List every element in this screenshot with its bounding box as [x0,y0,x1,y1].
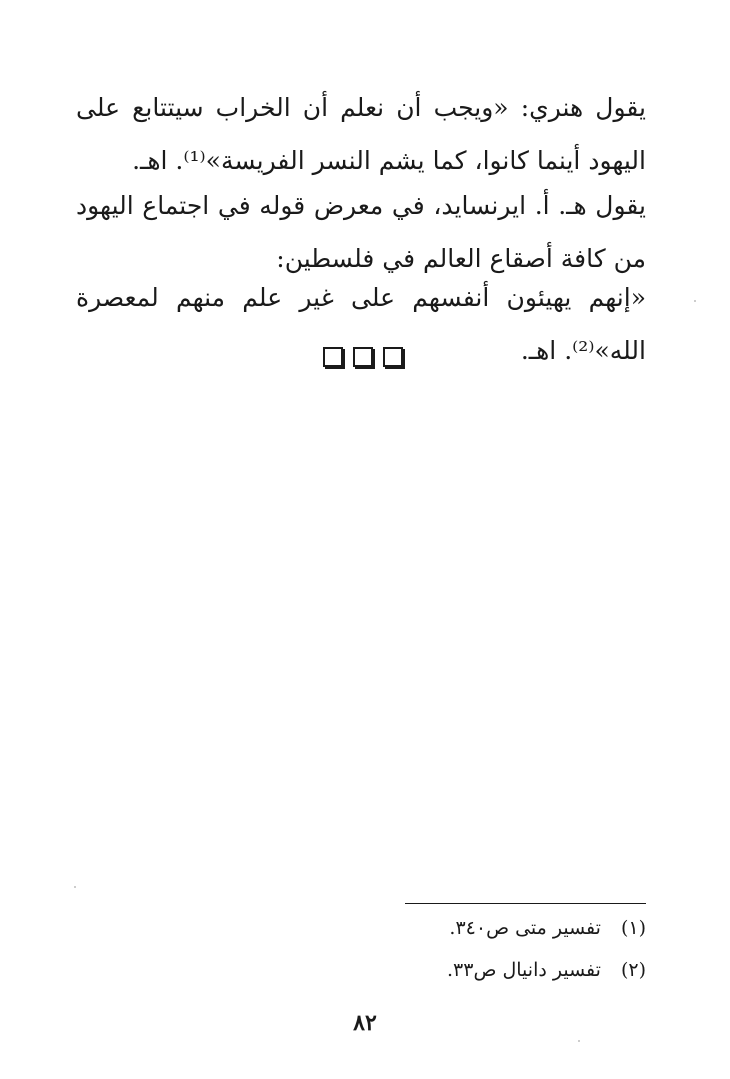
page-number: ٨٢ [353,1010,377,1036]
footnote-text: تفسير دانيال ص٣٣. [446,959,601,981]
footnote-text: تفسير متى ص٣٤٠. [449,917,601,939]
scan-speck [74,886,76,888]
square-ornament-icon [383,347,403,367]
footnote-number: (١) [620,917,646,939]
scan-speck [694,300,696,302]
square-ornament-icon [353,347,373,367]
section-separator-ornament [323,345,403,369]
footnote-1 [449,914,646,942]
scan-speck [578,1040,580,1042]
footnote-2 [447,956,646,984]
footnote-divider [405,903,646,904]
paragraph-henry-quote: يقول هنري: «ويجب أن نعلم أن الخراب سيتتابع على اليهود أينما كانوا، كما يشم النسر الفريسة»⁽¹⁾. اهـ. [76,93,646,175]
footnote-number: (٢) [620,959,646,981]
paragraph-ironside-quote: «إنهم يهيئون أنفسهم على غير علم منهم لمعصرة الله»⁽²⁾. اهـ. [76,283,646,365]
paragraph-ironside-intro: يقول هـ. أ. ايرنسايد، في معرض قوله في اجتماع اليهود من كافة أصقاع العالم في فلسطين: [76,191,646,273]
square-ornament-icon [323,347,343,367]
